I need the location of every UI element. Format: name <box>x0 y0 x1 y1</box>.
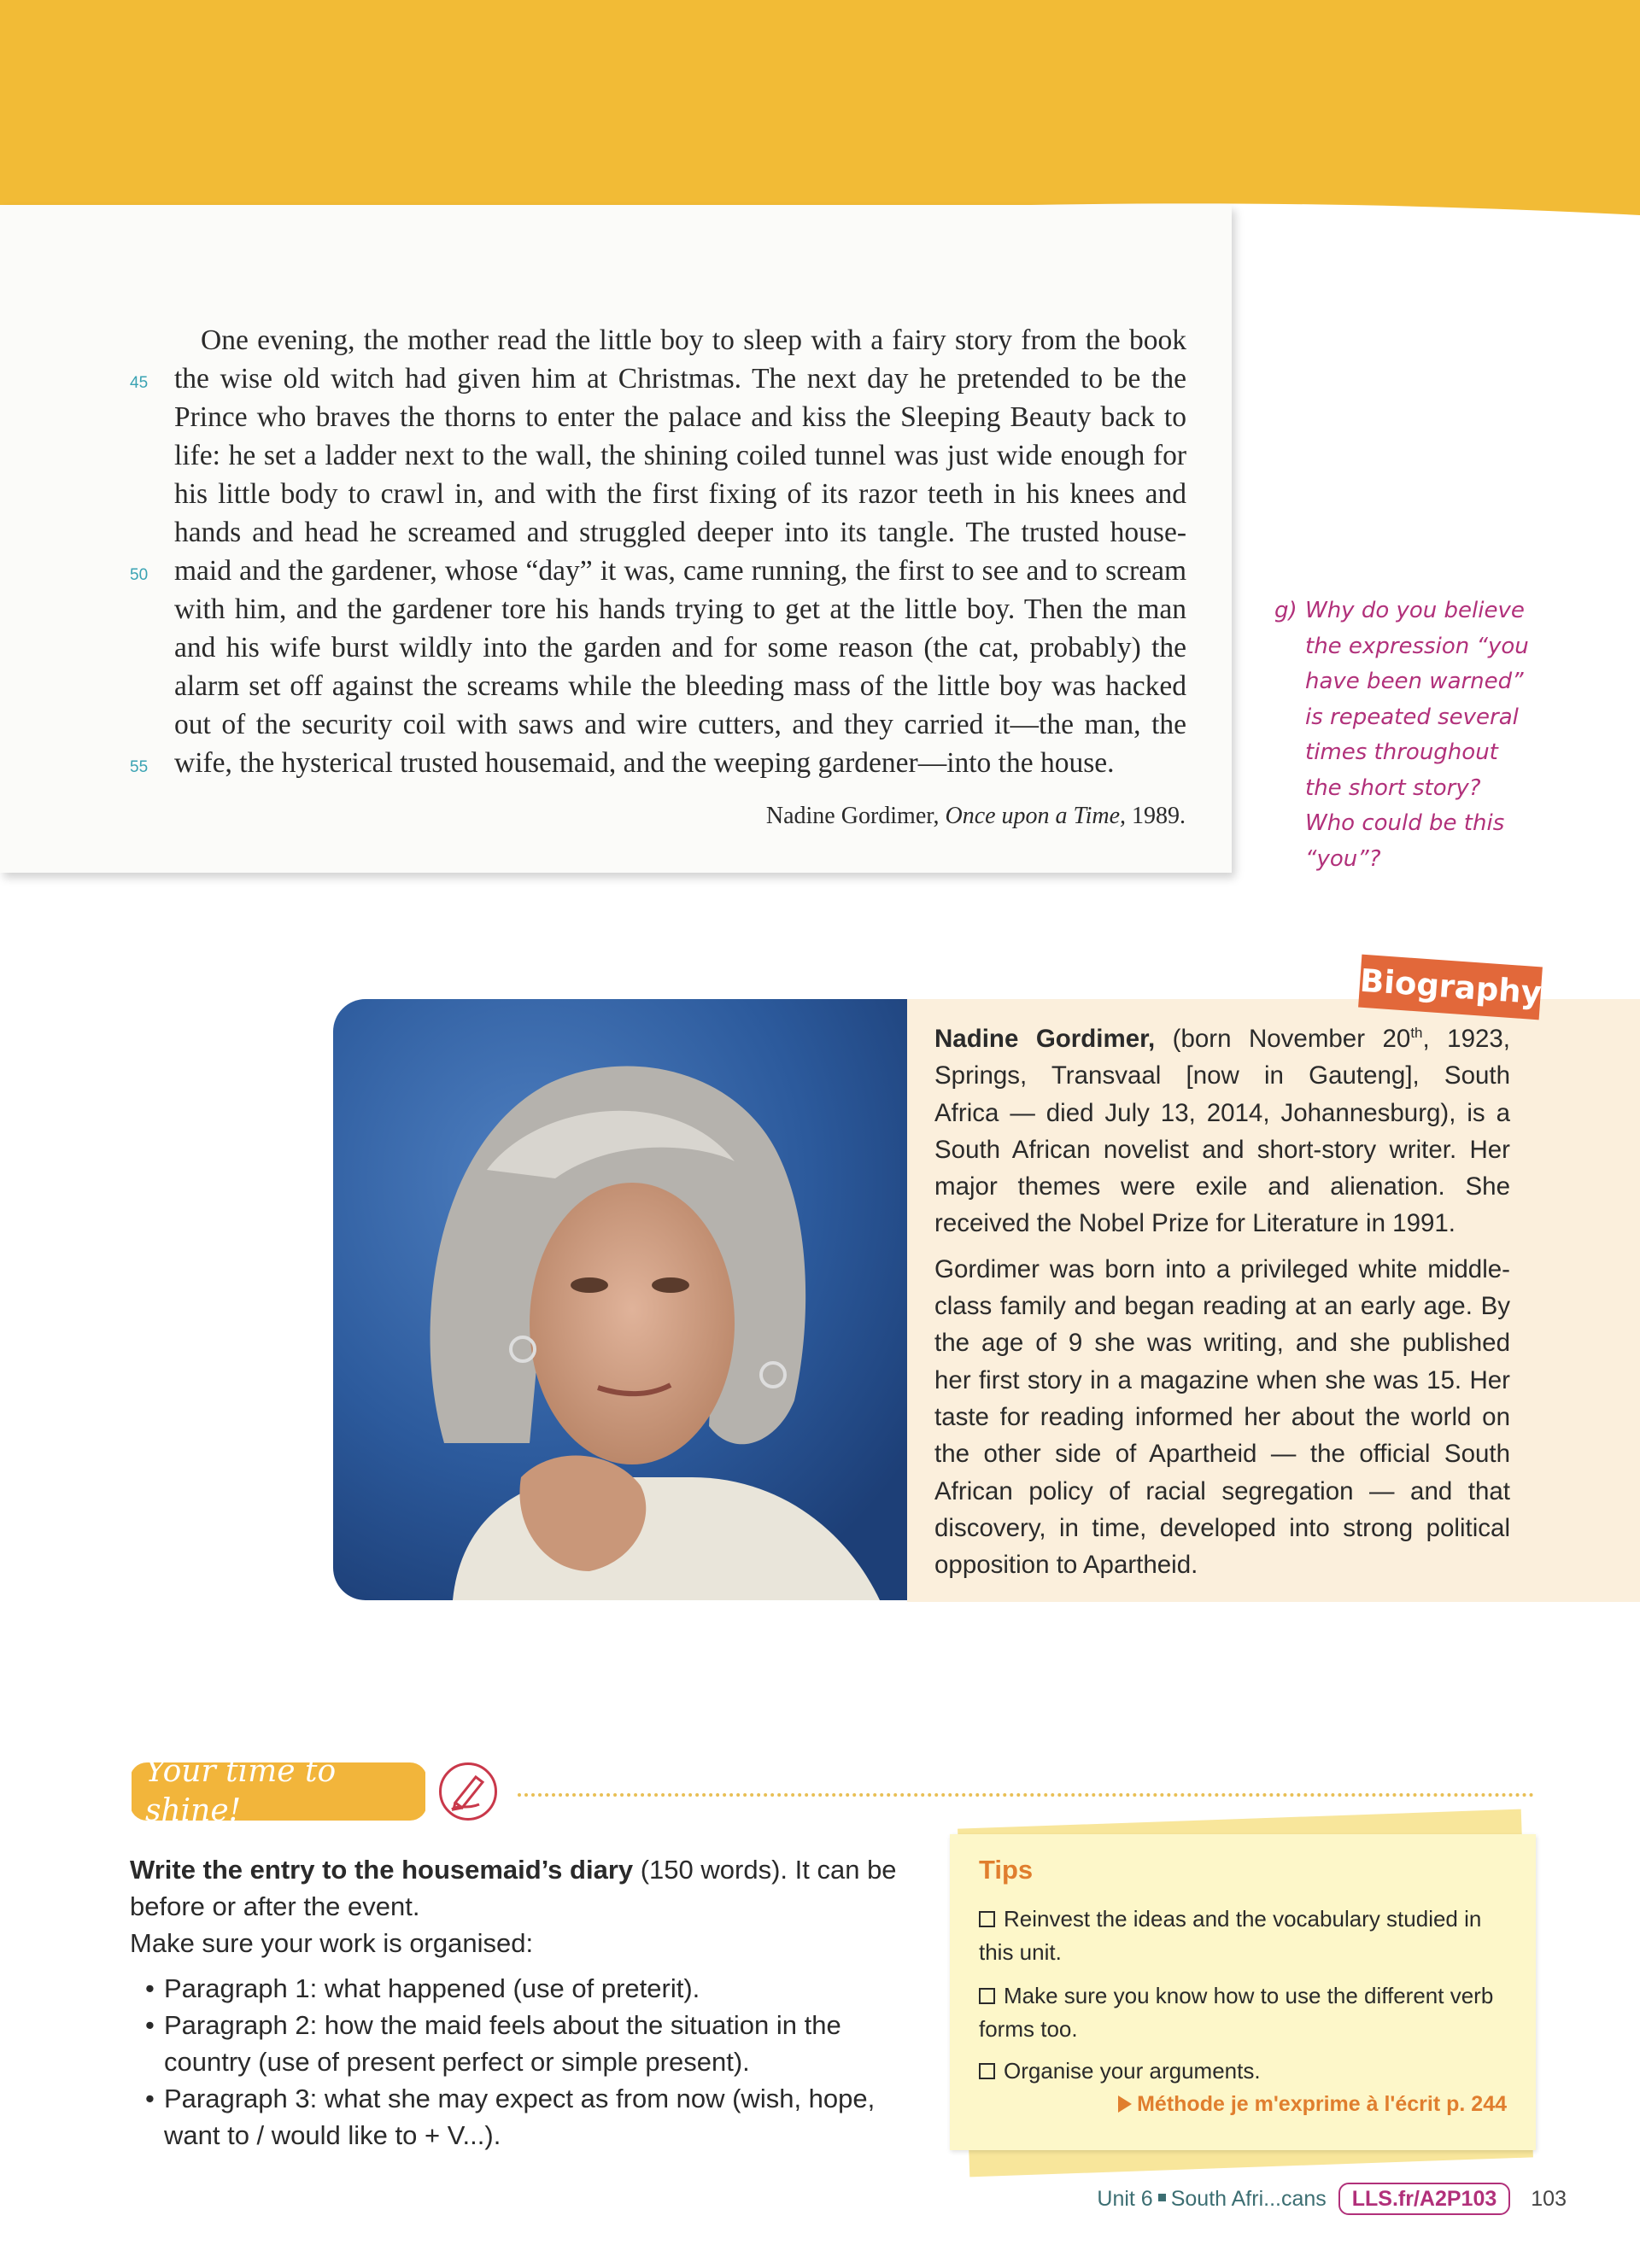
excerpt-line: Prince who braves the thorns to enter the palace and kiss the Sleeping Beauty back to <box>174 401 1186 433</box>
task-bullet: • Paragraph 3: what she may expect as from now (wish, hope, want to / would like to + V...). <box>130 2080 916 2154</box>
bio-line: taste for reading informed her about the world on <box>934 1402 1510 1431</box>
bio-line: major themes were exile and alienation. She <box>934 1172 1510 1201</box>
attribution-title: Once upon a Time, <box>945 803 1126 829</box>
bio-born-prefix: (born November 20 <box>1155 1025 1411 1053</box>
square-bullet-icon <box>1158 2194 1166 2201</box>
excerpt-line: wife, the hysterical trusted housemaid, and the weeping gardener—into the house. <box>174 747 1115 779</box>
question-line: Why do you believe <box>1305 598 1525 623</box>
checkbox-icon <box>979 2063 995 2079</box>
bio-line: Springs, Transvaal [now in Gauteng], South <box>934 1061 1510 1090</box>
bio-line: the age of 9 she was writing, and she published <box>934 1329 1510 1358</box>
biography-tag: Biography <box>1358 955 1543 1020</box>
bio-line: the other side of Apartheid — the official South <box>934 1440 1510 1469</box>
tip-item <box>979 1903 1508 1969</box>
tip-text: Organise your arguments. <box>1004 2058 1261 2084</box>
footer-unit-label: Unit 6 <box>1097 2186 1153 2211</box>
task-line-2: before or after the event. <box>130 1891 420 1921</box>
footer-section: South Afri...cans <box>1170 2186 1327 2211</box>
question-line: times throughout <box>1305 739 1498 765</box>
task-line-1 <box>130 1851 916 1888</box>
tip-item <box>979 1979 1508 2046</box>
excerpt-line: out of the security coil with saws and wire cutters, and they carried it—the man, the <box>174 709 1186 740</box>
author-name: Nadine Gordimer, <box>934 1025 1156 1053</box>
excerpt-line: life: he set a ladder next to the wall, the shining coiled tunnel was just wide enough for <box>174 440 1186 471</box>
excerpt-line: his little body to crawl in, and with the first fixing of its razor teeth in his knees and <box>174 478 1186 510</box>
shine-title: Your time to shine! <box>130 1749 427 1834</box>
checkbox-icon <box>979 1988 995 2004</box>
excerpt-line: One evening, the mother read the little boy to sleep with a fairy story from the book <box>201 324 1186 356</box>
line-number-50: 50 <box>130 566 149 584</box>
bio-born-suffix: , 1923, <box>1422 1025 1510 1053</box>
biography-text <box>934 1020 1510 1592</box>
question-line: is repeated several <box>1305 704 1519 730</box>
bio-superscript: th <box>1410 1025 1423 1041</box>
story-excerpt <box>174 321 1186 782</box>
method-link[interactable] <box>1118 2092 1507 2117</box>
bio-line <box>934 1020 1510 1057</box>
task-bullet: • Paragraph 2: how the maid feels about the situation in the country (use of present perfect or simple present). <box>130 2007 916 2080</box>
bio-line: opposition to Apartheid. <box>934 1551 1198 1580</box>
task-bullet-list <box>130 1970 916 2154</box>
biography-paragraph-1 <box>934 1020 1510 1242</box>
bio-line: South African novelist and short-story writer. Her <box>934 1135 1510 1164</box>
bio-line: received the Nobel Prize for Literature in 1991. <box>934 1209 1456 1238</box>
line-number-55: 55 <box>130 758 149 776</box>
tip-item <box>979 2055 1508 2088</box>
bio-line: class family and began reading at an early age. By <box>934 1292 1510 1321</box>
question-line: “you”? <box>1305 845 1381 872</box>
bio-line: Africa — died July 13, 2014, Johannesburg), is a <box>934 1098 1510 1127</box>
author-portrait-photo <box>333 999 907 1600</box>
dotted-divider <box>518 1793 1534 1797</box>
checkbox-icon <box>979 1911 995 1927</box>
excerpt-line: alarm set off against the screams while the bleeding mass of the little boy was hacked <box>174 670 1186 702</box>
task-bold: Write the entry to the housemaid’s diary <box>130 1855 634 1885</box>
excerpt-line: and his wife burst wildly into the garden and for some reason (the cat, probably) the <box>174 632 1186 663</box>
attribution-year: 1989. <box>1132 803 1186 829</box>
page-footer <box>1097 2183 1567 2215</box>
tips-title: Tips <box>979 1855 1034 1885</box>
footer-unit <box>1097 2187 1326 2212</box>
excerpt-line: hands and head he screamed and struggled deeper into its tangle. The trusted house- <box>174 517 1186 548</box>
method-text: Méthode je m'exprime à l'écrit p. 244 <box>1137 2092 1507 2116</box>
pen-icon <box>439 1762 497 1821</box>
attribution-author: Nadine Gordimer, <box>765 803 940 829</box>
biography-paragraph-2 <box>934 1251 1510 1584</box>
question-line: Who could be this <box>1305 810 1505 836</box>
excerpt-line: the wise old witch had given him at Christmas. The next day he pretended to be the <box>174 363 1186 395</box>
question-line: have been warned” <box>1305 669 1524 694</box>
task-rest: (150 words). It can be <box>633 1855 897 1885</box>
tip-text: Reinvest the ideas and the vocabulary studied in this unit. <box>979 1906 1482 1965</box>
bio-line: Gordimer was born into a privileged white middle- <box>934 1254 1510 1283</box>
task-bullet: • Paragraph 1: what happened (use of preterit). <box>130 1970 916 2007</box>
your-time-to-shine-banner <box>130 1754 427 1828</box>
triangle-arrow-icon <box>1118 2096 1132 2113</box>
excerpt-attribution <box>766 803 1186 830</box>
comprehension-question <box>1274 593 1531 877</box>
question-line: the expression “you <box>1305 633 1529 659</box>
tips-note <box>950 1834 1536 2150</box>
writing-task <box>130 1851 916 2154</box>
tip-text: Make sure you know how to use the different verb forms too. <box>979 1983 1494 2042</box>
footer-link-code[interactable]: LLS.fr/A2P103 <box>1338 2183 1511 2215</box>
bio-line: discovery, in time, developed into strong political <box>934 1513 1510 1542</box>
line-number-45: 45 <box>130 374 149 392</box>
bio-line: African policy of racial segregation — and that <box>934 1476 1510 1505</box>
bio-line: her first story in a magazine when she was 15. Her <box>934 1365 1510 1394</box>
question-line: the short story? <box>1305 775 1481 801</box>
page-number: 103 <box>1531 2186 1567 2211</box>
excerpt-line: maid and the gardener, whose “day” it was, came running, the first to see and to scream <box>174 555 1186 587</box>
excerpt-line: with him, and the gardener tore his hands trying to get at the little boy. Then the man <box>174 593 1186 625</box>
question-label: g) <box>1274 598 1297 623</box>
task-line-3: Make sure your work is organised: <box>130 1928 534 1958</box>
